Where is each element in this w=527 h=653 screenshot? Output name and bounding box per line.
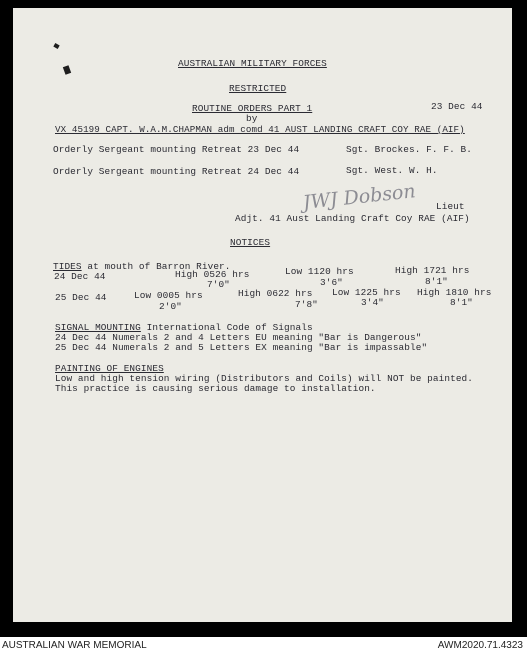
tide-entry: Low 0005 hrs xyxy=(134,290,203,301)
signal-rest: International Code of Signals xyxy=(140,322,313,333)
tides-heading: TIDES xyxy=(53,261,82,272)
tide-height: 2'0" xyxy=(159,301,182,312)
orderly-name-2: Sgt. West. W. H. xyxy=(346,165,438,176)
tide-height: 3'4" xyxy=(361,297,384,308)
orders-heading: ROUTINE ORDERS PART 1 xyxy=(192,103,313,114)
orderly-duty-2: Orderly Sergeant mounting Retreat 24 Dec 44 xyxy=(53,166,300,177)
tide-entry: High 1810 hrs xyxy=(417,287,492,298)
tide-height: 3'6" xyxy=(320,277,343,288)
issuing-officer: VX 45199 CAPT. W.A.M.CHAPMAN adm comd 41 AUST LANDING CRAFT COY RAE (AIF) xyxy=(55,124,465,135)
signal-heading: SIGNAL MOUNTING xyxy=(55,322,141,333)
painting-line: This practice is causing serious damage to installation. xyxy=(55,383,376,394)
by-label: by xyxy=(246,113,258,124)
signature-rank: Lieut xyxy=(436,201,465,212)
orderly-name-1: Sgt. Brockes. F. F. B. xyxy=(346,144,472,155)
tide-height: 8'1" xyxy=(425,276,448,287)
adjutant-line: Adjt. 41 Aust Landing Craft Coy RAE (AIF) xyxy=(235,213,470,224)
footer-credit: AUSTRALIAN WAR MEMORIAL xyxy=(2,640,147,651)
tide-entry: High 0622 hrs xyxy=(238,288,313,299)
handwritten-signature: JWJ Dobson xyxy=(301,180,417,214)
tide-entry: High 1721 hrs xyxy=(395,265,470,276)
tide-date-2: 25 Dec 44 xyxy=(55,292,107,303)
painting-heading: PAINTING OF ENGINES xyxy=(55,363,164,374)
tide-height: 7'0" xyxy=(207,279,230,290)
punch-hole-mark xyxy=(63,65,71,75)
tide-date-1: 24 Dec 44 xyxy=(54,271,106,282)
footer-accession-number: AWM2020.71.4323 xyxy=(437,640,523,651)
tides-location: at mouth of Barron River. xyxy=(81,261,231,272)
signal-entry: 24 Dec 44 Numerals 2 and 4 Letters EU meaning "Bar is Dangerous" xyxy=(55,332,422,343)
notices-heading: NOTICES xyxy=(230,237,271,248)
tide-height: 8'1" xyxy=(450,297,473,308)
punch-hole-mark xyxy=(53,43,59,49)
painting-line: Low and high tension wiring (Distributors and Coils) will NOT be painted. xyxy=(55,373,473,384)
document-page xyxy=(13,8,512,622)
tide-entry: Low 1120 hrs xyxy=(285,266,354,277)
signal-entry: 25 Dec 44 Numerals 2 and 5 Letters EX meaning "Bar is impassable" xyxy=(55,342,428,353)
tide-entry: Low 1225 hrs xyxy=(332,287,401,298)
tide-height: 7'8" xyxy=(295,299,318,310)
orders-date: 23 Dec 44 xyxy=(431,101,483,112)
document-title: AUSTRALIAN MILITARY FORCES xyxy=(178,58,327,69)
orderly-duty-1: Orderly Sergeant mounting Retreat 23 Dec 44 xyxy=(53,144,300,155)
tide-entry: High 0526 hrs xyxy=(175,269,250,280)
classification-label: RESTRICTED xyxy=(229,83,287,94)
